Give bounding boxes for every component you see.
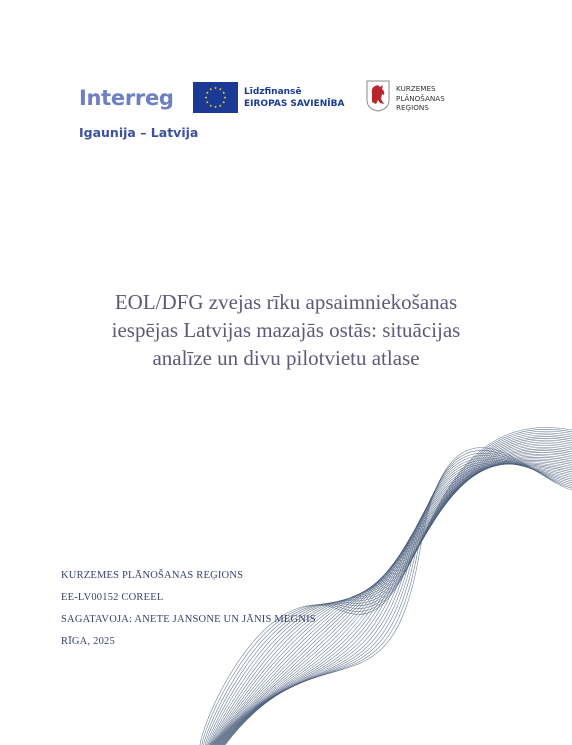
document-info [61, 568, 316, 656]
project-code: EE-LV00152 COREEL [61, 592, 164, 603]
interreg-logo [79, 86, 174, 110]
eu-cofunding-label [244, 86, 344, 110]
title-line-3: analīze un divu pilotvietu atlase [152, 346, 420, 370]
authors: SAGATAVOJA: ANETE JANSONE UN JĀNIS MEGNIS [61, 614, 316, 625]
title-line-2: iespējas Latvijas mazajās ostās: situācijas [111, 318, 461, 342]
programme-name: Igaunija – Latvija [79, 125, 199, 140]
title-line-1: EOL/DFG zvejas rīku apsaimniekošanas [114, 290, 458, 314]
place-and-year: RĪGA, 2025 [61, 636, 115, 647]
eu-cofunding-line2: EIROPAS SAVIENĪBA [244, 99, 345, 109]
organization-name: KURZEMES PLĀNOŠANAS REĢIONS [61, 570, 244, 581]
document-title [60, 288, 512, 372]
kurzeme-crest-icon [366, 80, 390, 112]
interreg-wordmark: Interreg [79, 86, 174, 110]
kpr-line1: KURZEMES [396, 84, 436, 93]
eu-cofunding-line1: Līdzfinansē [244, 87, 302, 97]
kpr-line2: PLĀNOŠANAS [396, 93, 445, 103]
kpr-logo-text [396, 84, 445, 113]
eu-flag-icon [193, 82, 238, 113]
kpr-line3: REĢIONS [396, 103, 429, 112]
